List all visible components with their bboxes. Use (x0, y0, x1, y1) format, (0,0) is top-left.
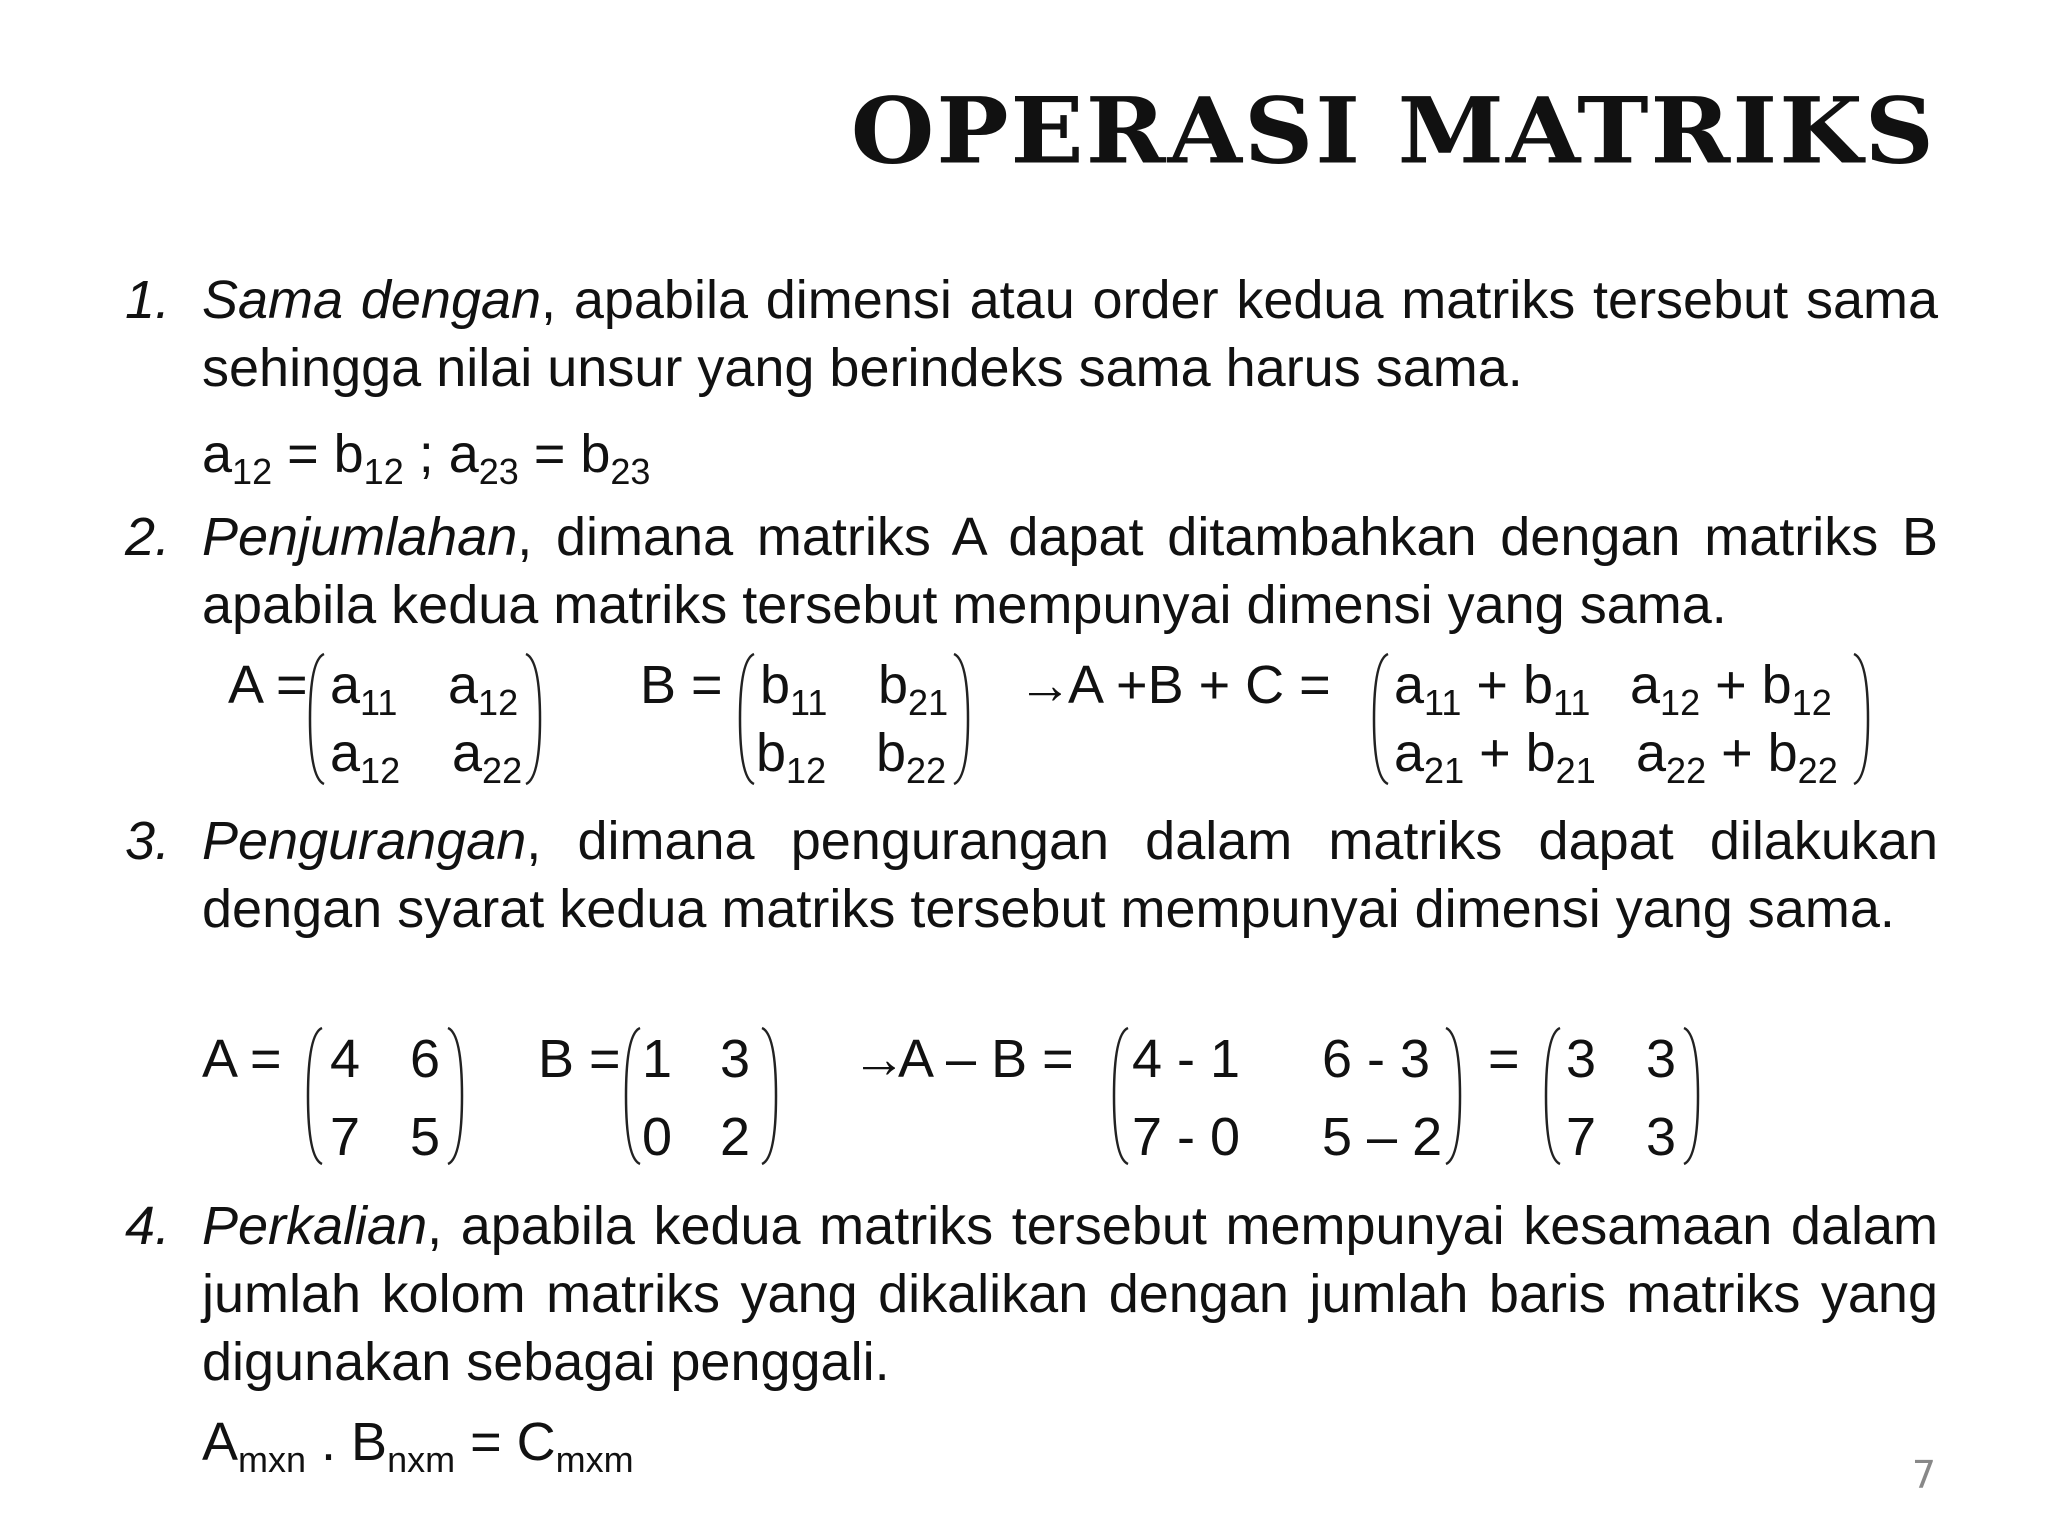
item-paragraph (202, 1192, 1938, 1396)
left-paren (738, 652, 756, 786)
formula-subscript: nxm (387, 1439, 456, 1480)
page-number: 7 (1911, 1453, 1936, 1497)
matrix-cell: $a_{12}$ (448, 655, 519, 723)
item-text: , apabila dimensi atau order kedua matriks tersebut sama sehingga nilai unsur yang berindeks sama harus sama. (202, 270, 1938, 398)
left-paren (624, 1026, 642, 1166)
list-item-3 (125, 807, 1938, 943)
formula-subscript: 23 (478, 451, 519, 492)
matrix-cell: 0 (642, 1107, 673, 1167)
list-item-2 (125, 503, 1938, 639)
right-paren (952, 652, 970, 786)
equality-formula (202, 424, 651, 492)
list-item-4 (125, 1192, 1938, 1396)
item-number: 3. (125, 811, 171, 871)
formula-subscript: 23 (610, 451, 651, 492)
formula-subscript: mxn (238, 1439, 307, 1480)
matrix-cell: $a_{12}$ (330, 723, 401, 791)
matrix-cell: 6 - 3 (1322, 1029, 1431, 1089)
item-number: 1. (125, 270, 171, 330)
matrix-cell: 7 (1566, 1107, 1597, 1167)
equals-sign: = (1488, 1029, 1520, 1089)
formula-part: A (202, 1412, 239, 1472)
matrix-cell: $a_{21} + b_{21}$ (1394, 723, 1596, 791)
matrix-cell: 3 (720, 1029, 751, 1089)
formula-part: = C (455, 1412, 556, 1472)
formula-part: . B (306, 1412, 388, 1472)
matrix-cell: 3 (1566, 1029, 1597, 1089)
matrix-cell: $a_{11} + b_{11}$ (1394, 655, 1591, 723)
left-paren (1544, 1026, 1562, 1166)
matrix-cell: $b_{21}$ (878, 655, 949, 723)
item-paragraph (202, 807, 1938, 943)
matrix-cell: 2 (720, 1107, 751, 1167)
list-item-1 (125, 266, 1938, 402)
matrix-cell: 5 – 2 (1322, 1107, 1443, 1167)
item-paragraph (202, 266, 1938, 402)
matrix-cell: $b_{12}$ (756, 723, 827, 791)
item-text: , dimana matriks A dapat ditambahkan dengan matriks B apabila kedua matriks tersebut mempunyai dimensi yang sama. (202, 507, 1938, 635)
result-label: A +B + C = (1068, 655, 1331, 715)
matrix-cell: 6 (410, 1029, 441, 1089)
item-number: 4. (125, 1196, 171, 1256)
matrix-cell: 7 - 0 (1132, 1107, 1241, 1167)
matrix-cell: 3 (1646, 1029, 1677, 1089)
formula-part: ; a (403, 424, 479, 484)
matrix-cell: 7 (330, 1107, 361, 1167)
item-term: Penjumlahan (202, 507, 518, 567)
right-paren (1852, 652, 1870, 786)
item-number: 2. (125, 507, 171, 567)
formula-part: = b (272, 424, 364, 484)
matrix-cell: $b_{11}$ (760, 655, 828, 723)
matrix-cell: $b_{22}$ (876, 723, 947, 791)
right-paren (446, 1026, 464, 1166)
implies-arrow-icon: → (852, 1029, 906, 1089)
formula-part: a (202, 424, 233, 484)
formula-part: = b (518, 424, 611, 484)
left-paren (306, 1026, 324, 1166)
matrix-cell: $a_{22} + b_{22}$ (1636, 723, 1838, 791)
item-term: Perkalian (202, 1196, 428, 1256)
matrix-b-label: B = (538, 1029, 621, 1089)
matrix-a-label: A = (228, 655, 308, 715)
item-term: Sama dengan (202, 270, 542, 330)
matrix-cell: 3 (1646, 1107, 1677, 1167)
left-paren (1372, 652, 1390, 786)
matrix-cell: 4 - 1 (1132, 1029, 1241, 1089)
matrix-b-label: B = (640, 655, 723, 715)
left-paren (1112, 1026, 1130, 1166)
item-term: Pengurangan (202, 811, 527, 871)
matrix-a-label: A = (202, 1029, 282, 1089)
formula-subscript: 12 (363, 451, 404, 492)
item-paragraph (202, 503, 1938, 639)
item-text: , dimana pengurangan dalam matriks dapat dilakukan dengan syarat kedua matriks tersebut mempunyai dimensi yang sama. (202, 811, 1938, 939)
matrix-cell: 5 (410, 1107, 441, 1167)
matrix-cell: $a_{11}$ (330, 655, 398, 723)
slide-title: OPERASI MATRIKS (850, 76, 1936, 185)
formula-subscript: 12 (232, 451, 273, 492)
left-paren (308, 652, 326, 786)
right-paren (524, 652, 542, 786)
implies-arrow-icon: → (1018, 655, 1072, 715)
result-label: A – B = (898, 1029, 1074, 1089)
matrix-cell: 4 (330, 1029, 361, 1089)
right-paren (1444, 1026, 1462, 1166)
item-text: , apabila kedua matriks tersebut mempunyai kesamaan dalam jumlah kolom matriks yang dikalikan dengan jumlah baris matriks yang digunakan sebagai penggali. (202, 1196, 1938, 1392)
formula-subscript: mxm (555, 1439, 634, 1480)
matrix-cell: $a_{22}$ (452, 723, 523, 791)
multiplication-formula (202, 1412, 634, 1480)
right-paren (1682, 1026, 1700, 1166)
matrix-cell: $a_{12} + b_{12}$ (1630, 655, 1832, 723)
right-paren (760, 1026, 778, 1166)
matrix-cell: 1 (642, 1029, 673, 1089)
